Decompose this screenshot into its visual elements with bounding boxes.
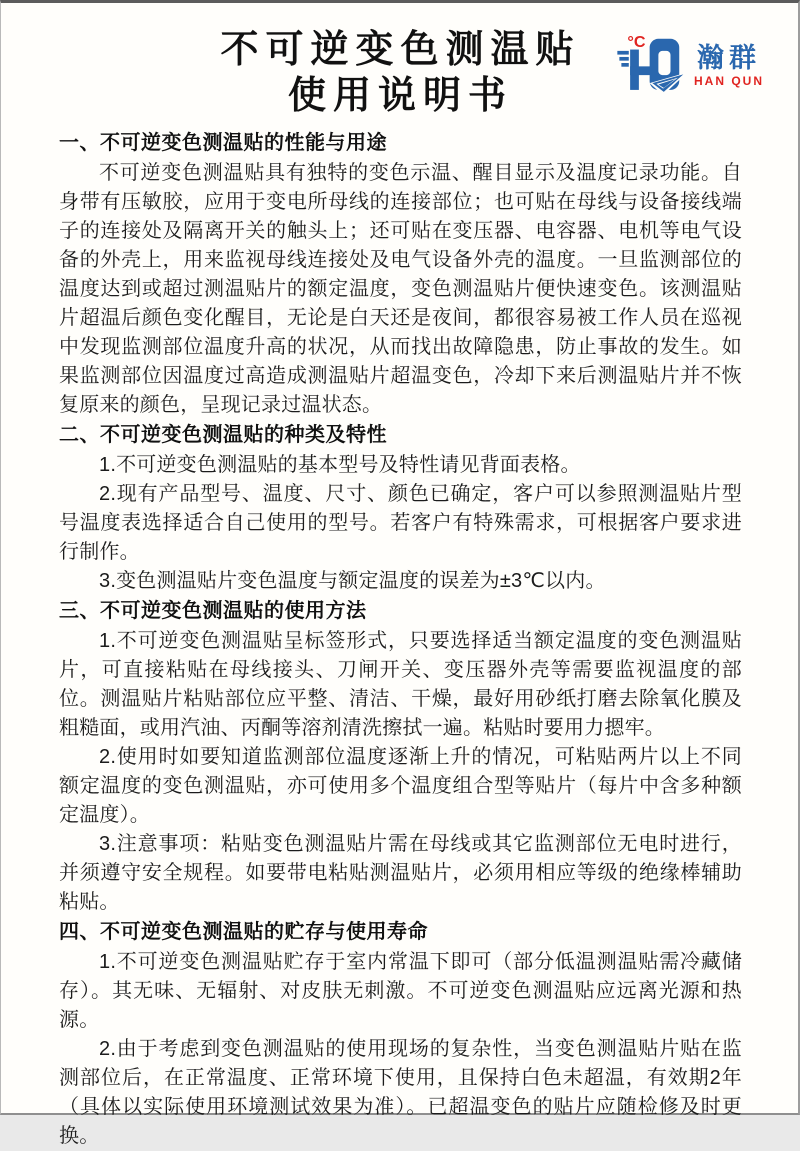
paragraph: 3.注意事项：粘贴变色测温贴片需在母线或其它监测部位无电时进行，并须遵守安全规程。如要带电粘贴测温贴片，必须用相应等级的绝缘棒辅助粘贴。 [59,833,742,913]
document-body [59,129,742,1151]
paragraph: 2.现有产品型号、温度、尺寸、颜色已确定，客户可以参照测温贴片型号温度表选择适合自己使用的型号。若客户有特殊需求，可根据客户要求进行制作。 [59,483,742,563]
title-line-2: 使用说明书 [287,75,513,117]
section-heading: 四、不可逆变色测温贴的贮存与使用寿命 [59,921,428,943]
paragraph: 1.不可逆变色测温贴呈标签形式，只要选择适当额定温度的变色测温贴片，可直接粘贴在母线接头、刀闸开关、变压器外壳等需要监视温度的部位。测温贴片粘贴部位应平整、清洁、干燥，最好用砂纸打磨去除氧化膜及粗糙面，或用汽油、丙酮等溶剂清洗擦拭一遍。粘贴时要用力摁牢。 [59,630,742,739]
logo-en-name: HAN QUN [694,74,764,88]
paragraph: 1.不可逆变色测温贴贮存于室内常温下即可（部分低温测温贴需冷藏储存）。其无味、无辐射、对皮肤无刺激。不可逆变色测温贴应远离光源和热源。 [59,951,742,1031]
section-heading: 三、不可逆变色测温贴的使用方法 [59,600,367,622]
logo-cn-name: 瀚群 [697,43,761,73]
paragraph: 1.不可逆变色测温贴的基本型号及特性请见背面表格。 [99,454,581,476]
hanqun-logo-icon [616,27,690,99]
logo-text [694,43,764,89]
section-storage [59,918,742,1151]
paragraph: 不可逆变色测温贴具有独特的变色示温、醒目显示及温度记录功能。自身带有压敏胶，应用于变电所母线的连接部位；也可贴在母线与设备接线端子的连接处及隔离开关的触头上；还可贴在变压器、电容器、电机等电气设备的外壳上，用来监视母线连接处及电气设备外壳的温度。一旦监测部位的温度达到或超过测温贴片的额定温度，变色测温贴片便快速变色。该测温贴片超温后颜色变化醒目，无论是白天还是夜间，都很容易被工作人员在巡视中发现监测部位温度升高的状况，从而找出故障隐患，防止事故的发生。如果监测部位因温度过高造成测温贴片超温变色，冷却下来后测温贴片并不恢复原来的颜色，呈现记录过温状态。 [59,162,742,416]
logo-stripes [617,51,628,67]
paragraph: 2.由于考虑到变色测温贴的使用现场的复杂性，当变色测温贴片贴在监测部位后，在正常温度、正常环境下使用，且保持白色未超温，有效期2年（具体以实际使用环境测试效果为准）。已超温变色的贴片应随检修及时更换。 [59,1038,742,1147]
title-line-1: 不可逆变色测温贴 [220,29,581,71]
section-heading: 一、不可逆变色测温贴的性能与用途 [59,132,387,154]
section-types [59,421,742,596]
paragraph: 3.变色测温贴片变色温度与额定温度的误差为±3℃以内。 [99,570,606,592]
hanqun-logo [616,27,764,99]
degree-c-mark: °C [627,32,646,51]
paragraph: 2.使用时如要知道监测部位温度逐渐上升的情况，可粘贴两片以上不同额定温度的变色测温贴，亦可使用多个温度组合型等贴片（每片中含多种额定温度）。 [59,746,742,826]
document-header [59,27,764,119]
section-heading: 二、不可逆变色测温贴的种类及特性 [59,424,387,446]
section-usage [59,597,742,917]
section-performance [59,129,742,420]
